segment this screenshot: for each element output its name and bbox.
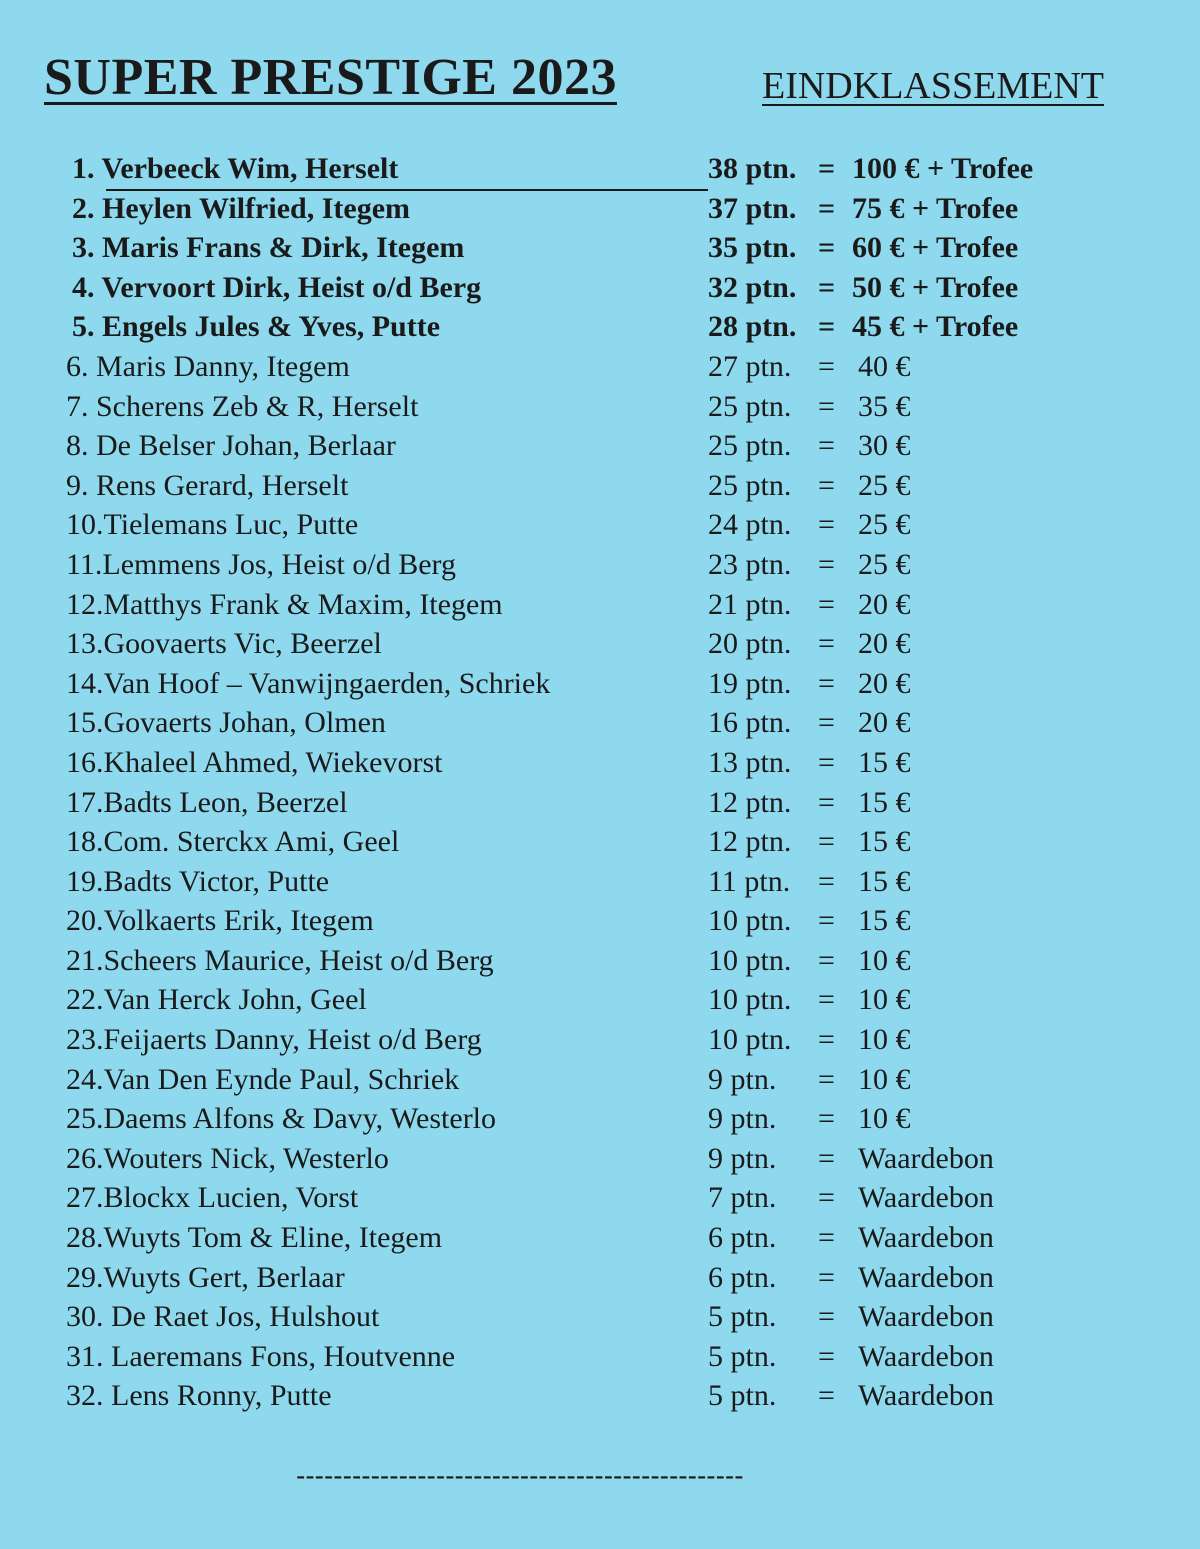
equals-sign: =: [818, 706, 835, 740]
prize-value: 25 €: [858, 508, 911, 542]
prize-value: Waardebon: [858, 1260, 994, 1294]
participant-name: 26.Wouters Nick, Westerlo: [66, 1141, 389, 1175]
ranking-row: [0, 231, 1200, 271]
points-value: 25 ptn.: [708, 389, 792, 423]
participant-name: 3. Maris Frans & Dirk, Itegem: [72, 231, 465, 265]
ranking-row: [0, 1142, 1200, 1182]
participant-name: 10.Tielemans Luc, Putte: [66, 508, 359, 542]
participant-name: 5. Engels Jules & Yves, Putte: [72, 310, 441, 344]
ranking-row: [0, 152, 1200, 192]
prize-value: Waardebon: [858, 1300, 994, 1334]
ranking-row: [0, 548, 1200, 588]
participant-name: 1. Verbeeck Wim, Herselt: [72, 152, 399, 185]
points-value: 35 ptn.: [708, 231, 797, 265]
ranking-row: [0, 786, 1200, 826]
participant-name: 28.Wuyts Tom & Eline, Itegem: [66, 1221, 443, 1255]
prize-value: 50 € + Trofee: [852, 270, 1019, 304]
participant-name: 8. De Belser Johan, Berlaar: [66, 429, 396, 463]
equals-sign: =: [818, 231, 836, 265]
ranking-list: [0, 152, 1200, 1419]
equals-sign: =: [818, 983, 835, 1017]
points-value: 20 ptn.: [708, 627, 792, 661]
prize-value: 100 € + Trofee: [852, 152, 1034, 185]
ranking-row: [0, 588, 1200, 628]
participant-name: 16.Khaleel Ahmed, Wiekevorst: [66, 745, 443, 779]
footer-dashed-line: ------------------------------------------------: [296, 1460, 744, 1491]
points-value: 5 ptn.: [708, 1300, 777, 1334]
prize-value: 10 €: [858, 983, 911, 1017]
page-title: SUPER PRESTIGE 2023: [44, 49, 617, 106]
equals-sign: =: [818, 1141, 835, 1175]
participant-name: 7. Scherens Zeb & R, Herselt: [66, 389, 419, 423]
points-value: 7 ptn.: [708, 1181, 777, 1215]
participant-name: 27.Blockx Lucien, Vorst: [66, 1181, 359, 1215]
equals-sign: =: [818, 152, 836, 185]
ranking-row: [0, 1340, 1200, 1380]
participant-name: 12.Matthys Frank & Maxim, Itegem: [66, 587, 503, 621]
prize-value: 15 €: [858, 745, 911, 779]
ranking-row: [0, 429, 1200, 469]
participant-name: 30. De Raet Jos, Hulshout: [66, 1300, 380, 1334]
prize-value: 45 € + Trofee: [852, 310, 1019, 344]
points-value: 10 ptn.: [708, 983, 792, 1017]
equals-sign: =: [818, 349, 835, 383]
ranking-row: [0, 350, 1200, 390]
prize-value: 15 €: [858, 785, 911, 819]
participant-name: 6. Maris Danny, Itegem: [66, 349, 350, 383]
equals-sign: =: [818, 864, 835, 898]
points-value: 32 ptn.: [708, 270, 797, 304]
points-value: 10 ptn.: [708, 904, 792, 938]
points-value: 9 ptn.: [708, 1141, 777, 1175]
points-value: 5 ptn.: [708, 1379, 777, 1413]
points-value: 11 ptn.: [708, 864, 791, 898]
participant-name: 4. Vervoort Dirk, Heist o/d Berg: [72, 270, 482, 304]
equals-sign: =: [818, 191, 836, 225]
participant-name: 29.Wuyts Gert, Berlaar: [66, 1260, 345, 1294]
prize-value: Waardebon: [858, 1339, 994, 1373]
participant-name: 17.Badts Leon, Beerzel: [66, 785, 348, 819]
points-value: 6 ptn.: [708, 1221, 777, 1255]
ranking-row: [0, 667, 1200, 707]
points-value: 21 ptn.: [708, 587, 792, 621]
prize-value: 20 €: [858, 666, 911, 700]
equals-sign: =: [818, 943, 835, 977]
prize-value: 10 €: [858, 943, 911, 977]
participant-name: 11.Lemmens Jos, Heist o/d Berg: [66, 547, 456, 581]
participant-name: 15.Govaerts Johan, Olmen: [66, 706, 386, 740]
prize-value: 30 €: [858, 429, 911, 463]
points-value: 6 ptn.: [708, 1260, 777, 1294]
prize-value: 25 €: [858, 547, 911, 581]
ranking-row: [0, 390, 1200, 430]
participant-name: 18.Com. Sterckx Ami, Geel: [66, 825, 400, 859]
participant-name: 22.Van Herck John, Geel: [66, 983, 367, 1017]
participant-name: 21.Scheers Maurice, Heist o/d Berg: [66, 943, 494, 977]
equals-sign: =: [818, 429, 835, 463]
equals-sign: =: [818, 508, 835, 542]
equals-sign: =: [818, 904, 835, 938]
ranking-row: [0, 1261, 1200, 1301]
equals-sign: =: [818, 310, 836, 344]
prize-value: 10 €: [858, 1023, 911, 1057]
equals-sign: =: [818, 270, 836, 304]
prize-value: 10 €: [858, 1062, 911, 1096]
participant-name: 32. Lens Ronny, Putte: [66, 1379, 332, 1413]
prize-value: Waardebon: [858, 1141, 994, 1175]
prize-value: 15 €: [858, 825, 911, 859]
prize-value: Waardebon: [858, 1181, 994, 1215]
equals-sign: =: [818, 1062, 835, 1096]
prize-value: Waardebon: [858, 1379, 994, 1413]
equals-sign: =: [818, 1379, 835, 1413]
ranking-row: [0, 310, 1200, 350]
equals-sign: =: [818, 587, 835, 621]
prize-value: 25 €: [858, 468, 911, 502]
equals-sign: =: [818, 1023, 835, 1057]
points-value: 9 ptn.: [708, 1102, 777, 1136]
prize-value: Waardebon: [858, 1221, 994, 1255]
equals-sign: =: [818, 627, 835, 661]
equals-sign: =: [818, 825, 835, 859]
ranking-row: [0, 1102, 1200, 1142]
ranking-row: [0, 1221, 1200, 1261]
points-value: 24 ptn.: [708, 508, 792, 542]
participant-name: 24.Van Den Eynde Paul, Schriek: [66, 1062, 460, 1096]
prize-value: 10 €: [858, 1102, 911, 1136]
points-value: 23 ptn.: [708, 547, 792, 581]
equals-sign: =: [818, 1181, 835, 1215]
participant-name: 9. Rens Gerard, Herselt: [66, 468, 349, 502]
ranking-row: [0, 746, 1200, 786]
points-value: 19 ptn.: [708, 666, 792, 700]
ranking-row: [0, 627, 1200, 667]
ranking-row: [0, 983, 1200, 1023]
participant-name: 19.Badts Victor, Putte: [66, 864, 330, 898]
equals-sign: =: [818, 547, 835, 581]
participant-name: 14.Van Hoof – Vanwijngaerden, Schriek: [66, 666, 551, 700]
participant-name: 23.Feijaerts Danny, Heist o/d Berg: [66, 1023, 482, 1057]
participant-name: 25.Daems Alfons & Davy, Westerlo: [66, 1102, 497, 1136]
ranking-row: [0, 944, 1200, 984]
points-value: 25 ptn.: [708, 429, 792, 463]
prize-value: 60 € + Trofee: [852, 231, 1019, 265]
prize-value: 15 €: [858, 864, 911, 898]
points-value: 27 ptn.: [708, 349, 792, 383]
participant-name: 31. Laeremans Fons, Houtvenne: [66, 1339, 456, 1373]
points-value: 25 ptn.: [708, 468, 792, 502]
equals-sign: =: [818, 666, 835, 700]
equals-sign: =: [818, 1221, 835, 1255]
prize-value: 20 €: [858, 706, 911, 740]
points-value: 38 ptn.: [708, 152, 797, 185]
prize-value: 20 €: [858, 587, 911, 621]
points-value: 37 ptn.: [708, 191, 797, 225]
participant-name: 20.Volkaerts Erik, Itegem: [66, 904, 374, 938]
ranking-row: [0, 1023, 1200, 1063]
ranking-row: [0, 1063, 1200, 1103]
ranking-row: [0, 825, 1200, 865]
equals-sign: =: [818, 785, 835, 819]
points-value: 10 ptn.: [708, 943, 792, 977]
points-value: 12 ptn.: [708, 825, 792, 859]
points-value: 10 ptn.: [708, 1023, 792, 1057]
prize-value: 15 €: [858, 904, 911, 938]
equals-sign: =: [818, 1300, 835, 1334]
points-value: 13 ptn.: [708, 745, 792, 779]
ranking-row: [0, 469, 1200, 509]
participant-name: 2. Heylen Wilfried, Itegem: [72, 191, 410, 225]
ranking-row: [0, 706, 1200, 746]
equals-sign: =: [818, 1260, 835, 1294]
prize-value: 40 €: [858, 349, 911, 383]
ranking-row: [0, 865, 1200, 905]
ranking-row: [0, 1181, 1200, 1221]
points-value: 5 ptn.: [708, 1339, 777, 1373]
ranking-row: [0, 271, 1200, 311]
prize-value: 35 €: [858, 389, 911, 423]
page-subtitle: EINDKLASSEMENT: [762, 65, 1104, 107]
points-value: 12 ptn.: [708, 785, 792, 819]
equals-sign: =: [818, 1339, 835, 1373]
ranking-row: [0, 192, 1200, 232]
equals-sign: =: [818, 468, 835, 502]
equals-sign: =: [818, 1102, 835, 1136]
prize-value: 20 €: [858, 627, 911, 661]
ranking-row: [0, 904, 1200, 944]
ranking-row: [0, 1300, 1200, 1340]
ranking-row: [0, 508, 1200, 548]
points-value: 16 ptn.: [708, 706, 792, 740]
prize-value: 75 € + Trofee: [852, 191, 1019, 225]
equals-sign: =: [818, 389, 835, 423]
participant-name: 13.Goovaerts Vic, Beerzel: [66, 627, 382, 661]
points-value: 9 ptn.: [708, 1062, 777, 1096]
points-value: 28 ptn.: [708, 310, 797, 344]
equals-sign: =: [818, 745, 835, 779]
ranking-row: [0, 1379, 1200, 1419]
